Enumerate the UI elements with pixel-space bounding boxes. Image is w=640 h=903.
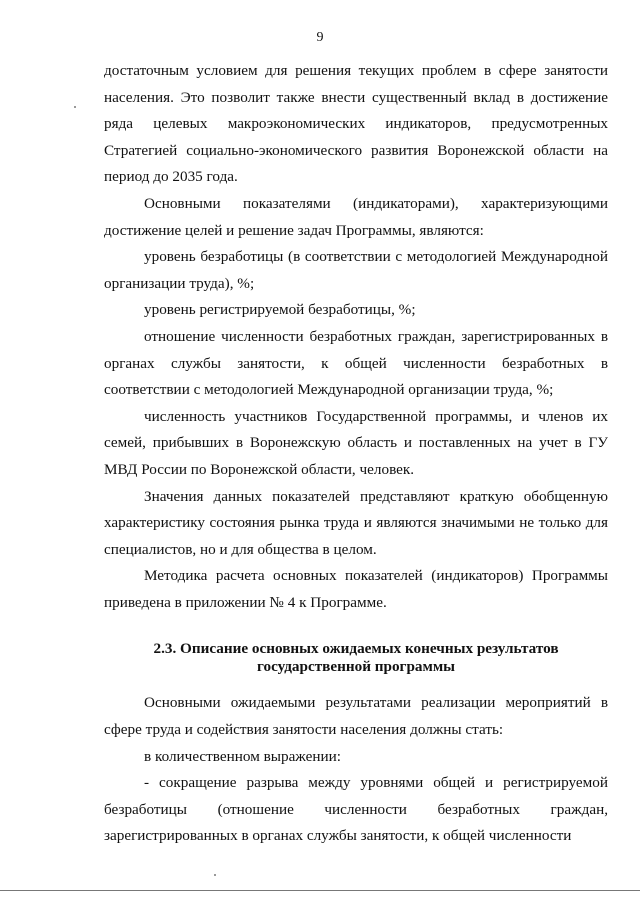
page-bottom-edge [0,890,640,891]
paragraph: - сокращение разрыва между уровнями общей и регистрируемой безработицы (отношение численности безработных граждан, зарегистрированных в органах службы занятости, к общей численности [104,774,608,845]
paragraph: уровень безработицы (в соответствии с методологией Международной организации труда), %; [104,248,608,292]
paragraph: в количественном выражении: [144,747,341,765]
section-heading-line: государственной программы [256,658,456,676]
paragraph: Основными показателями (индикаторами), характеризующими достижение целей и решение задач Программы, являются: [104,194,608,239]
scan-speck [214,874,216,876]
section-heading [104,640,608,676]
paragraph: достаточным условием для решения текущих проблем в сфере занятости населения. Это позволит также внести существенный вклад в достижение ряда целевых макроэкономических индикаторов, предусмотренных Стратегией социально-экономического развития Воронежской области на период до 2035 года. [104,62,608,186]
paragraph: уровень регистрируемой безработицы, %; [144,301,416,319]
paragraph: Значения данных показателей представляют краткую обобщенную характеристику состояния рынка труда и являются значимыми не только для специалистов, но и для общества в целом. [104,487,608,558]
paragraph: численность участников Государственной программы, и членов их семей, прибывших в Воронежскую область и поставленных на учет в ГУ МВД России по Воронежской области, человек. [104,407,608,478]
paragraph: отношение численности безработных граждан, зарегистрированных в органах службы занятости, к общей численности безработных в соответствии с методологией Международной организации труда, %; [104,327,608,399]
paragraph: Методика расчета основных показателей (индикаторов) Программы приведена в приложении № 4 к Программе. [104,567,608,611]
scan-speck [74,106,76,108]
paragraph: Основными ожидаемыми результатами реализации мероприятий в сфере труда и содействия занятости населения должны стать: [104,694,608,739]
section-heading-line: 2.3. Описание основных ожидаемых конечных результатов [153,640,559,658]
page-number: 9 [316,30,324,45]
document-body [104,58,608,850]
